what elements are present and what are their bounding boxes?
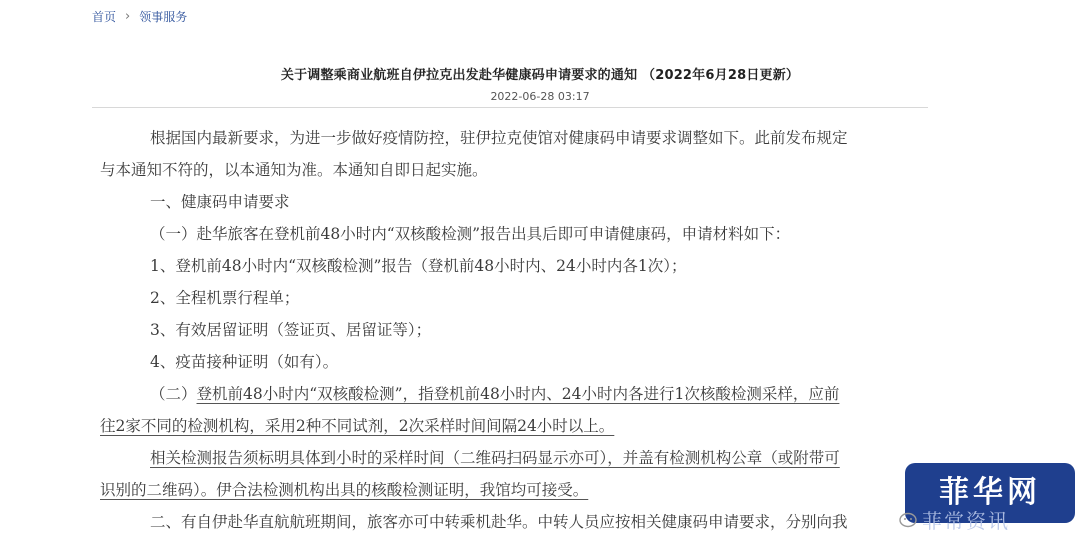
article-title: 关于调整乘商业航班自伊拉克出发赴华健康码申请要求的通知 （2022年6月28日更新） bbox=[280, 68, 800, 83]
article-date: 2022-06-28 03:17 bbox=[490, 90, 590, 103]
wechat-icon bbox=[899, 512, 921, 530]
watermark-brand: 菲华网 bbox=[939, 475, 1041, 510]
breadcrumb bbox=[92, 6, 187, 26]
para-prefix: （二） bbox=[150, 385, 197, 403]
breadcrumb-current-link[interactable]: 领事服务 bbox=[139, 9, 188, 24]
body-line bbox=[118, 378, 918, 410]
underlined-text: 相关检测报告须标明具体到小时的采样时间（二维码扫码显示亦可），并盖有检测机构公章（或附带可 bbox=[150, 449, 840, 467]
section-heading: 一、健康码申请要求 bbox=[150, 193, 290, 211]
body-line: 与本通知不符的，以本通知为准。本通知自即日起实施。 bbox=[100, 161, 488, 179]
list-item: 2、全程机票行程单； bbox=[150, 289, 300, 307]
list-item: 3、有效居留证明（签证页、居留证等）； bbox=[150, 321, 432, 339]
list-item: 4、疫苗接种证明（如有）。 bbox=[150, 353, 339, 371]
body-line bbox=[100, 474, 918, 506]
body-line: （一）赴华旅客在登机前48小时内“双核酸检测”报告出具后即可申请健康码，申请材料如下： bbox=[150, 225, 791, 243]
body-line bbox=[118, 442, 918, 474]
body-line: 二、有自伊赴华直航航班期间，旅客亦可中转乘机赴华。中转人员应按相关健康码申请要求，分别向我 bbox=[150, 513, 848, 531]
watermark-sub: 菲常资讯 bbox=[922, 509, 1010, 533]
body-line bbox=[100, 410, 918, 442]
underlined-text: 往2家不同的检测机构，采用2种不同试剂，2次采样时间间隔24小时以上。 bbox=[100, 417, 615, 435]
body-line: 根据国内最新要求，为进一步做好疫情防控，驻伊拉克使馆对健康码申请要求调整如下。此前发布规定 bbox=[150, 129, 848, 147]
underlined-text: 登机前48小时内“双核酸检测”，指登机前48小时内、24小时内各进行1次核酸检测采样，应前 bbox=[196, 385, 840, 403]
list-item: 1、登机前48小时内“双核酸检测”报告（登机前48小时内、24小时内各1次）； bbox=[150, 257, 687, 275]
article-body bbox=[100, 122, 918, 538]
underlined-text: 识别的二维码）。伊合法检测机构出具的核酸检测证明，我馆均可接受。 bbox=[100, 481, 589, 499]
chevron-right-icon: › bbox=[125, 8, 131, 24]
breadcrumb-home-link[interactable]: 首页 bbox=[92, 9, 117, 24]
title-divider bbox=[92, 107, 928, 108]
